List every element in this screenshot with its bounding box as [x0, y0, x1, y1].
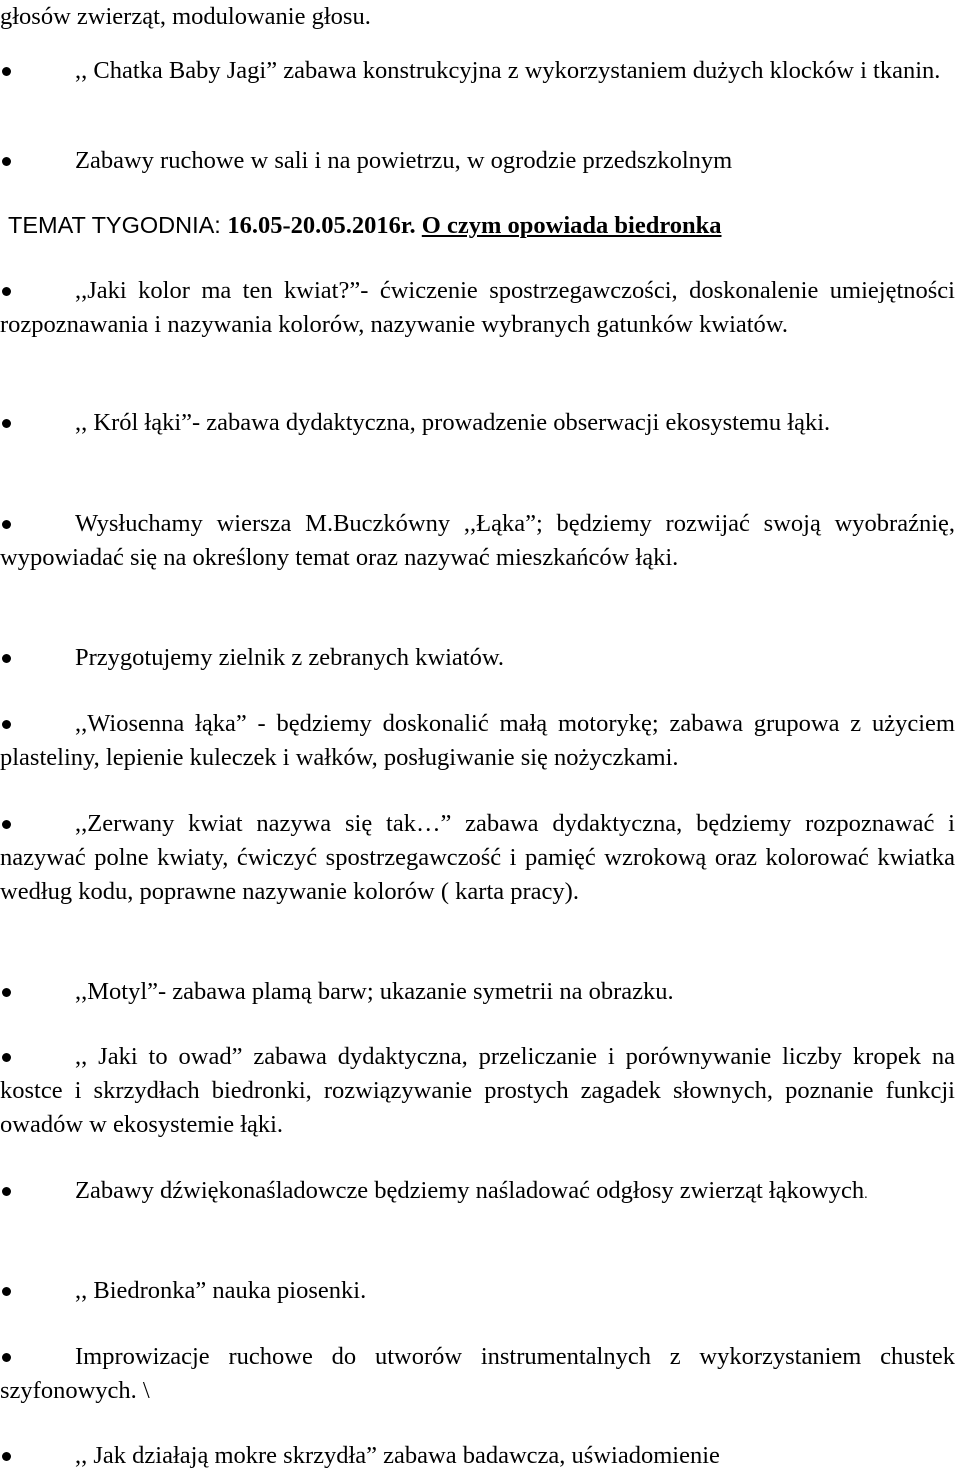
list-item-text: Zabawy ruchowe w sali i na powietrzu, w ogrodzie przedszkolnym — [75, 147, 733, 174]
list-item-tail: . — [864, 1187, 868, 1202]
list-item — [0, 507, 955, 575]
list-item — [0, 641, 955, 675]
list-item-text: Improwizacje ruchowe do utworów instrumentalnych z wykorzystaniem chustek szyfonowych. \ — [0, 1343, 955, 1404]
bullet-icon — [2, 1187, 11, 1196]
list-item-text: ,, Jaki to owad” zabawa dydaktyczna, przeliczanie i porównywanie liczby kropek na kostce i skrzydłach biedronki, rozwiązywanie prostych zagadek słownych, poznanie funkcji owadów w ekosystemie łąki. — [0, 1043, 955, 1138]
bullet-icon — [2, 157, 11, 166]
list-item-text: Wysłuchamy wiersza M.Buczkówny ,,Łąka”; będziemy rozwijać swoją wyobraźnię, wypowiadać się na określony temat oraz nazywać mieszkańców łąki. — [0, 510, 955, 571]
bullet-icon — [2, 1053, 11, 1062]
list-item-text: ,, Król łąki”- zabawa dydaktyczna, prowadzenie obserwacji ekosystemu łąki. — [75, 409, 831, 436]
list-item — [0, 1340, 955, 1408]
list-item — [0, 1439, 955, 1473]
list-item-text: Zabawy dźwiękonaśladowcze będziemy naśladować odgłosy zwierząt łąkowych — [75, 1177, 865, 1204]
bullet-icon — [2, 820, 11, 829]
list-item — [0, 1040, 955, 1142]
bullet-icon — [2, 720, 11, 729]
bullet-icon — [2, 1353, 11, 1362]
list-item-text: Przygotujemy zielnik z zebranych kwiatów. — [75, 644, 505, 671]
list-item — [0, 807, 955, 909]
list-item — [0, 975, 955, 1009]
week-topic-heading — [8, 208, 960, 243]
list-item-text: ,,Zerwany kwiat nazywa się tak…” zabawa dydaktyczna, będziemy rozpoznawać i nazywać polne kwiaty, ćwiczyć spostrzegawczość i pamięć wzrokową oraz kolorować kwiatka według kodu, poprawne nazywanie kolorów ( karta pracy). — [0, 810, 955, 905]
bullet-icon — [2, 1452, 11, 1461]
heading-label: TEMAT TYGODNIA: — [8, 212, 228, 238]
list-item — [0, 144, 955, 178]
list-item-text: ,,Jaki kolor ma ten kwiat?”- ćwiczenie spostrzegawczości, doskonalenie umiejętności rozpoznawania i nazywania kolorów, nazywanie wybranych gatunków kwiatów. — [0, 277, 955, 338]
bullet-icon — [2, 654, 11, 663]
list-item-text: ,, Jak działają mokre skrzydła” zabawa badawcza, uświadomienie — [75, 1442, 720, 1469]
top-fragment: głosów zwierząt, modulowanie głosu. — [0, 3, 371, 30]
bullet-icon — [2, 67, 11, 76]
list-item-text: ,,Wiosenna łąka” - będziemy doskonalić małą motorykę; zabawa grupowa z użyciem plasteliny, lepienie kuleczek i wałków, posługiwanie się nożyczkami. — [0, 710, 955, 771]
bullet-icon — [2, 287, 11, 296]
list-item-text: ,,Motyl”- zabawa plamą barw; ukazanie symetrii na obrazku. — [75, 978, 674, 1005]
bullet-icon — [2, 1287, 11, 1296]
bullet-icon — [2, 419, 11, 428]
list-item-text: ,, Chatka Baby Jagi” zabawa konstrukcyjna z wykorzystaniem dużych klocków i tkanin. — [75, 57, 941, 84]
bullet-icon — [2, 520, 11, 529]
list-item — [0, 406, 955, 440]
heading-dates: 16.05-20.05.2016r. — [227, 212, 422, 239]
bullet-icon — [2, 988, 11, 997]
list-item — [0, 1174, 955, 1212]
list-item — [0, 707, 955, 775]
list-item — [0, 54, 955, 88]
heading-topic: O czym opowiada biedronka — [421, 212, 722, 239]
list-item — [0, 274, 955, 342]
list-item — [0, 1274, 955, 1308]
list-item-text: ,, Biedronka” nauka piosenki. — [75, 1277, 367, 1304]
